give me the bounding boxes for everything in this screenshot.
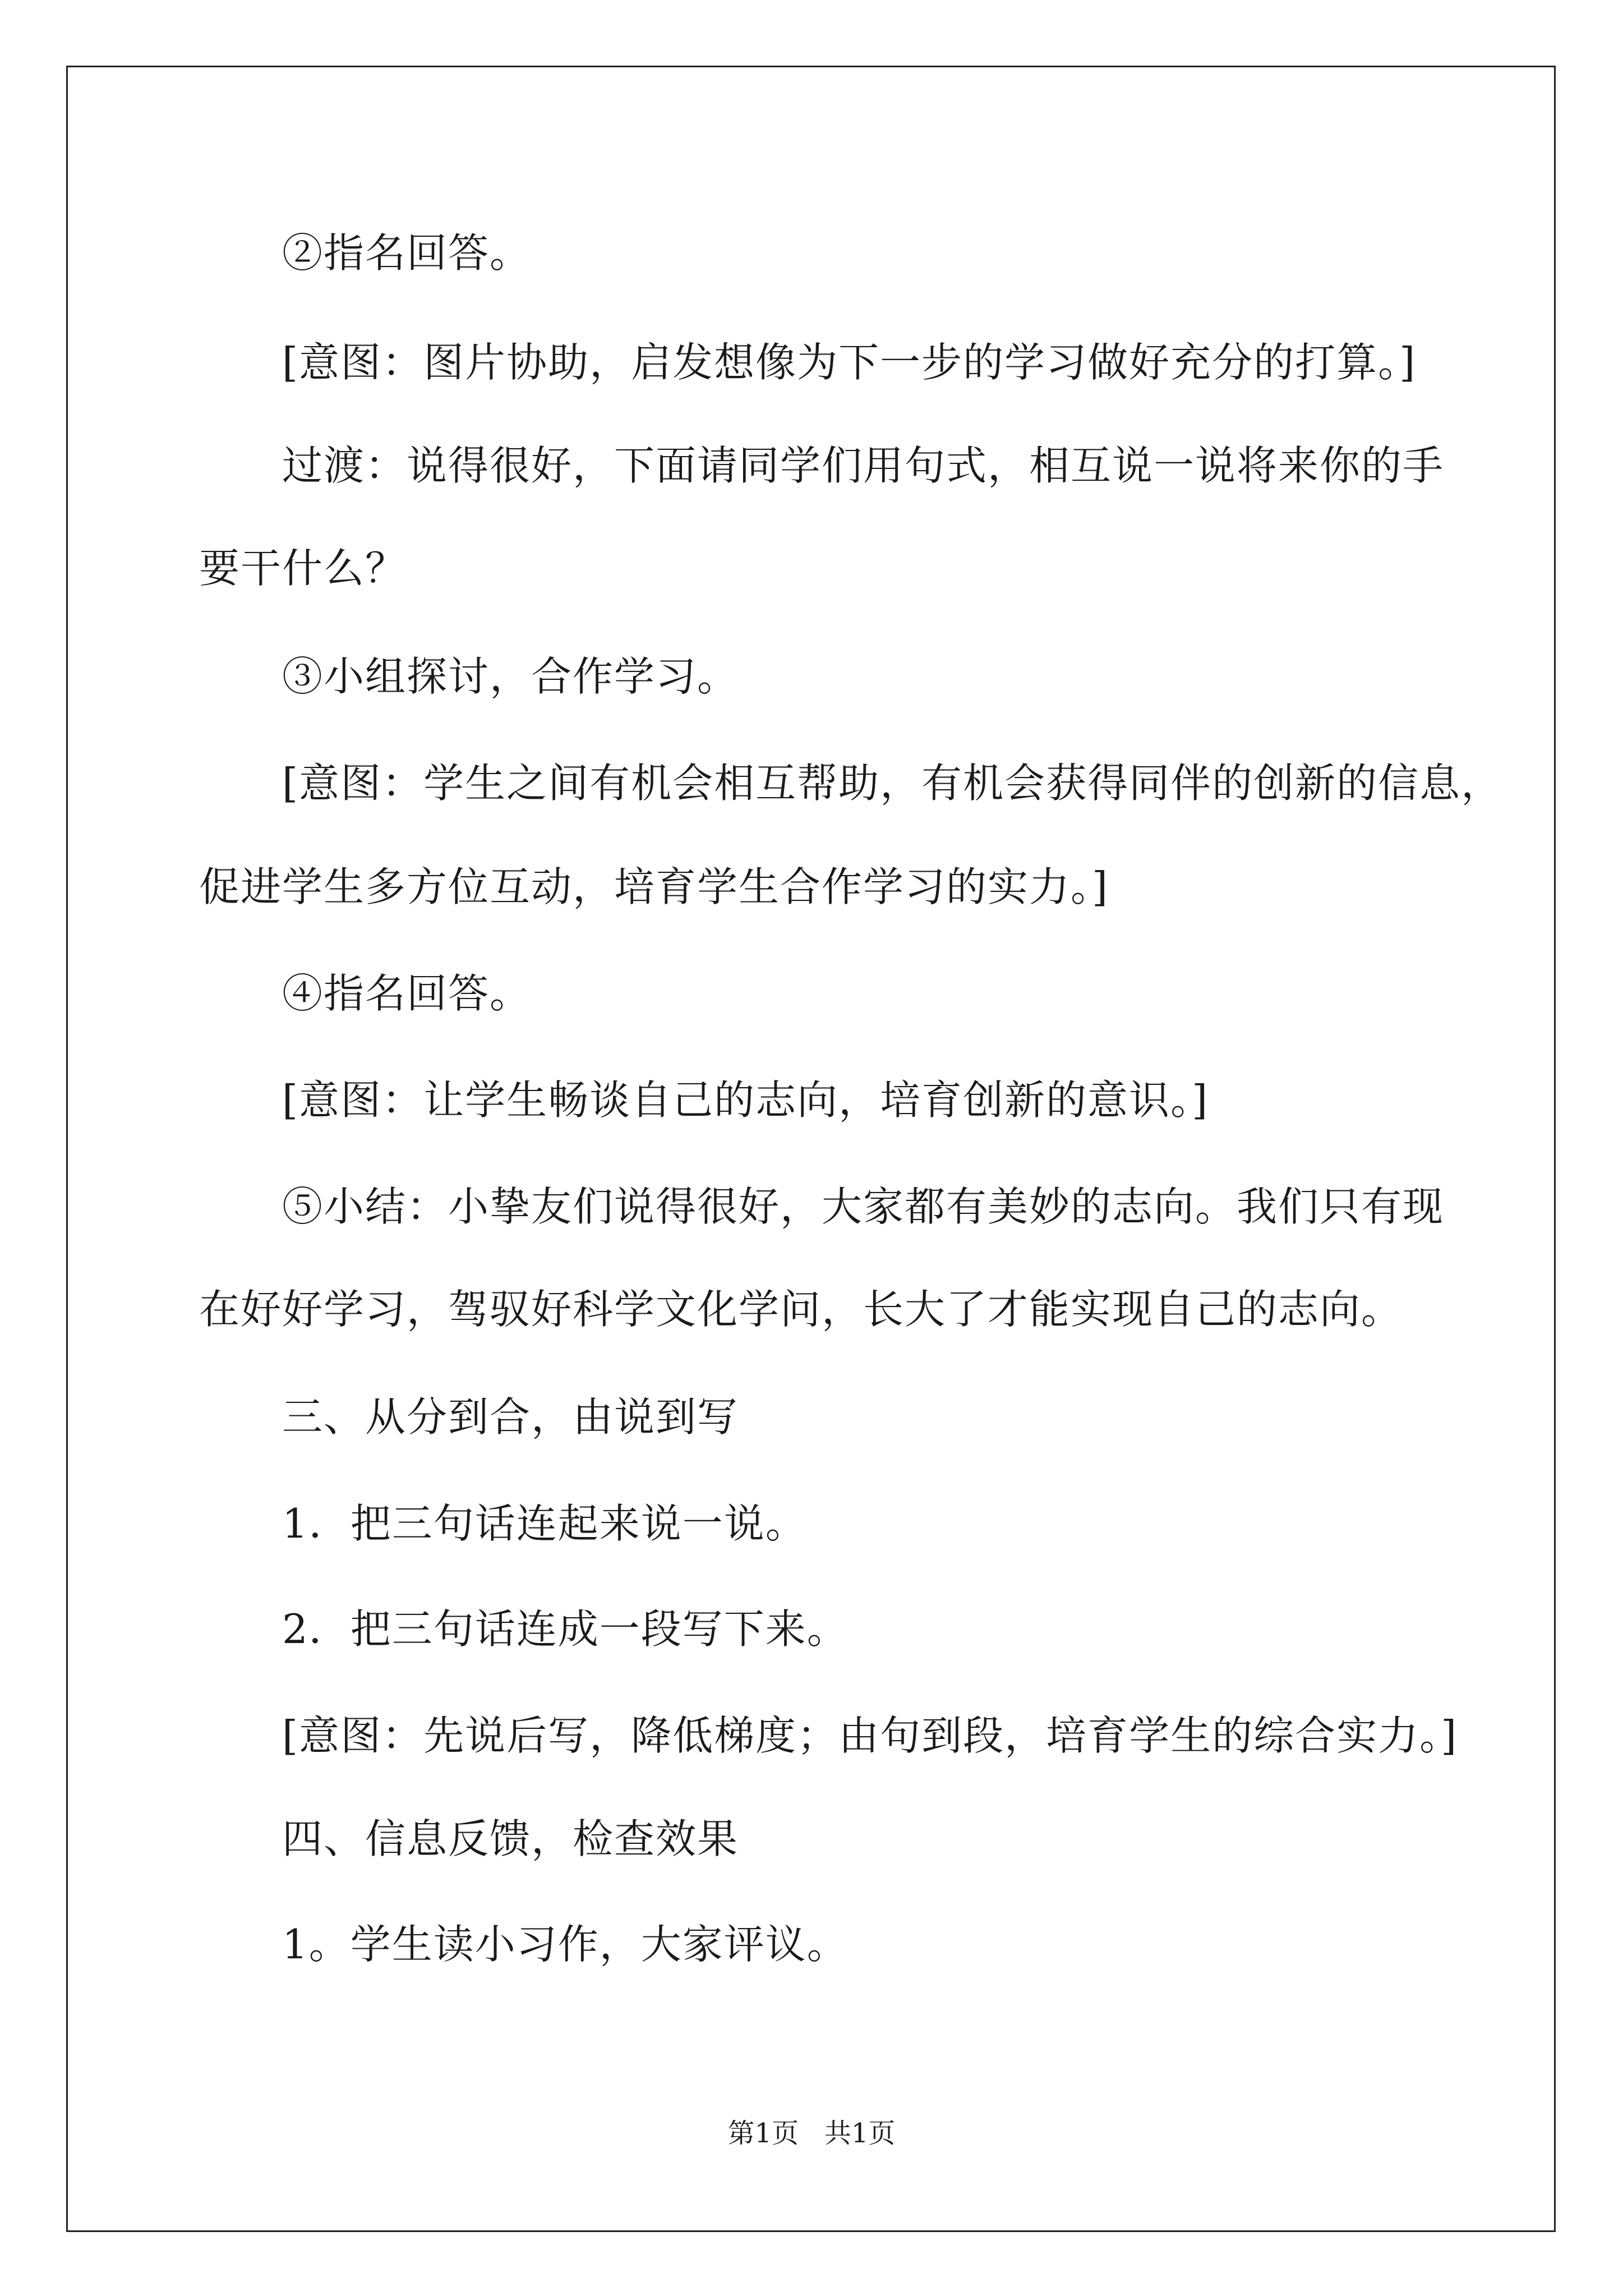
text-line-11: 在好好学习，驾驭好科学文化学问，长大了才能实现自己的志向。 xyxy=(199,1286,1403,1333)
text-line-12: 三、从分到合，由说到写 xyxy=(282,1393,739,1441)
text-line-7: 促进学生多方位互动，培育学生合作学习的实力。] xyxy=(199,863,1109,910)
text-line-15: [意图：先说后写，降低梯度；由句到段，培育学生的综合实力。] xyxy=(282,1712,1458,1759)
text-line-14: 2．把三句话连成一段写下来。 xyxy=(282,1605,849,1653)
text-line-5: ③小组探讨，合作学习。 xyxy=(282,653,739,700)
text-line-17: 1。学生读小习作，大家评议。 xyxy=(282,1921,849,1968)
text-line-16: 四、信息反馈，检查效果 xyxy=(282,1815,739,1862)
text-line-3: 过渡：说得很好，下面请同学们用句式，相互说一说将来你的手 xyxy=(282,442,1445,489)
text-line-10: ⑤小结：小挚友们说得很好，大家都有美妙的志向。我们只有现 xyxy=(282,1183,1445,1230)
text-line-1: ②指名回答。 xyxy=(282,229,532,277)
page-footer: 第1页 共1页 xyxy=(727,2118,896,2149)
text-line-6: [意图：学生之间有机会相互帮助，有机会获得同伴的创新的信息， xyxy=(282,760,1503,807)
text-line-4: 要干什么？ xyxy=(199,545,407,592)
page-border xyxy=(66,66,1556,2232)
text-line-8: ④指名回答。 xyxy=(282,970,532,1017)
text-line-2: [意图：图片协助，启发想像为下一步的学习做好充分的打算。] xyxy=(282,339,1417,386)
text-line-13: 1．把三句话连起来说一说。 xyxy=(282,1500,807,1547)
text-line-9: [意图：让学生畅谈自己的志向，培育创新的意识。] xyxy=(282,1076,1209,1124)
